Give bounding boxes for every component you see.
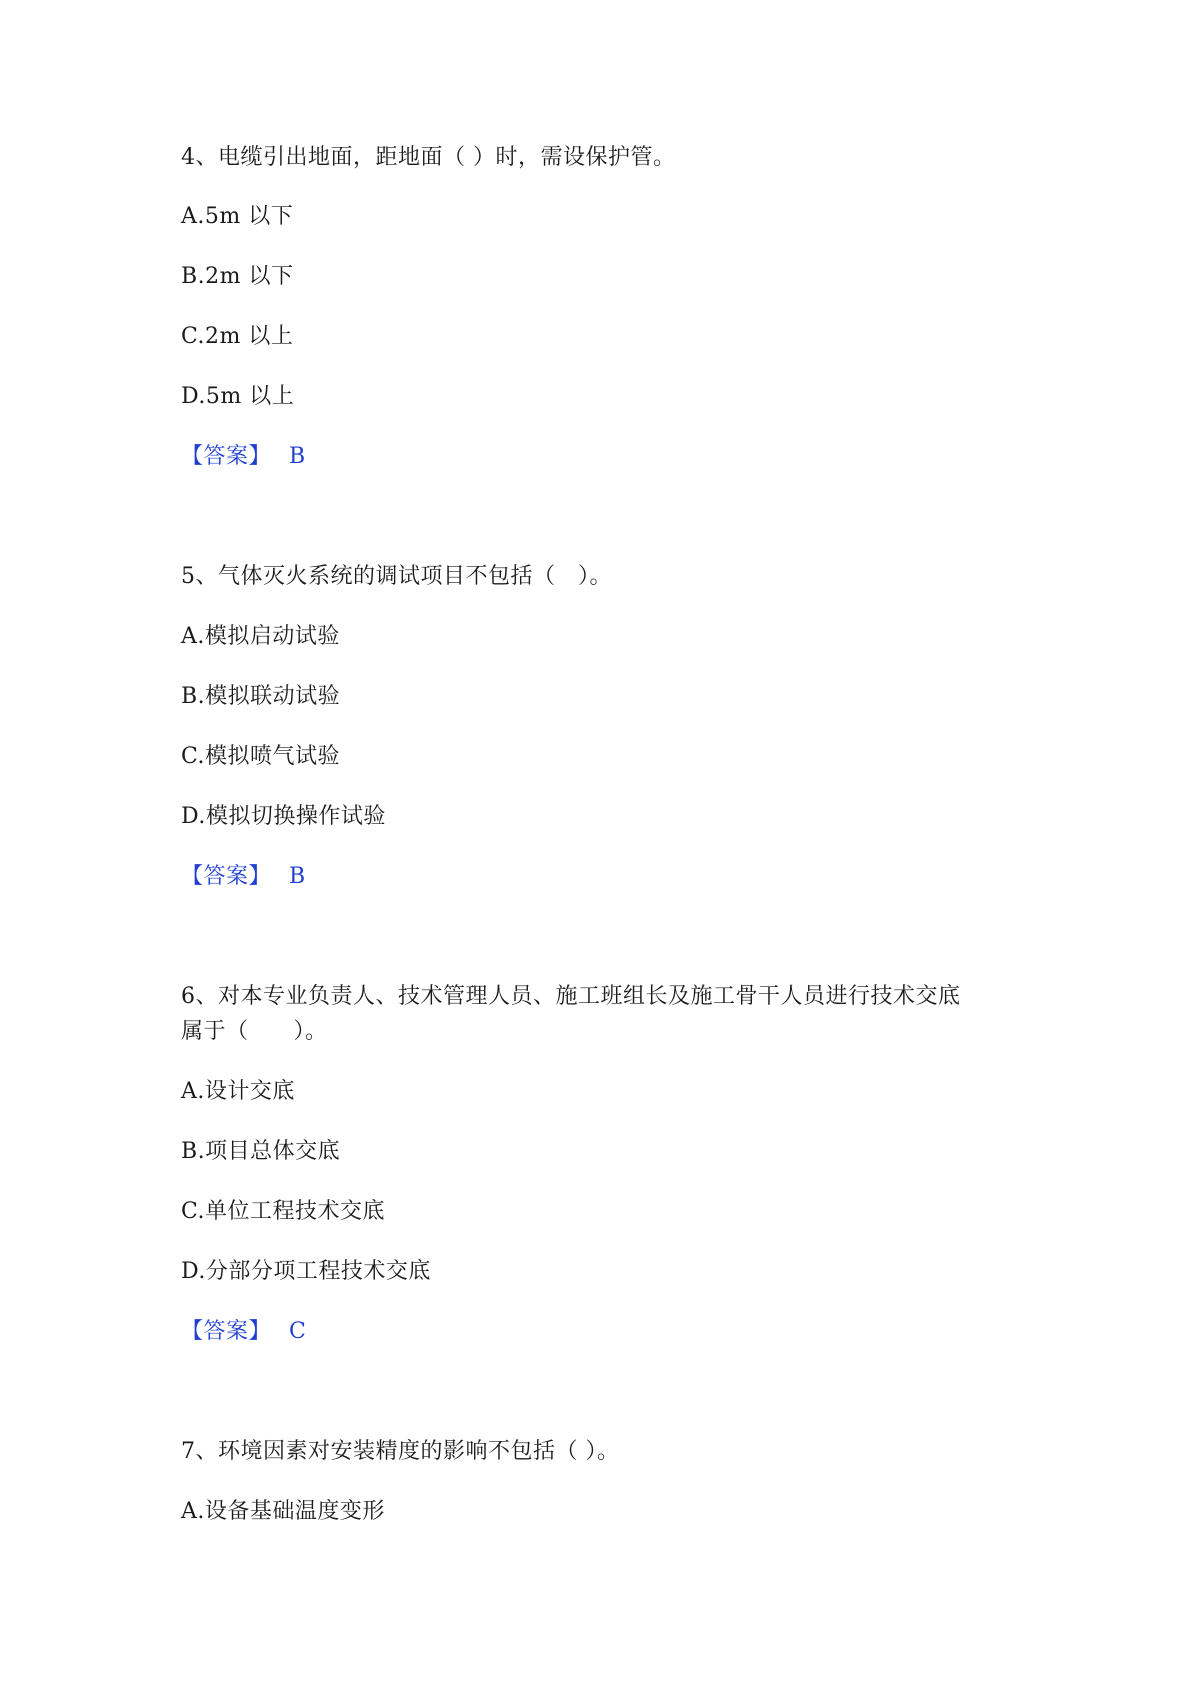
- question-7-option-a: A.设备基础温度变形: [181, 1499, 385, 1524]
- question-6-option-a: A.设计交底: [181, 1079, 295, 1104]
- answer-label: 【答案】: [181, 444, 272, 469]
- answer-label: 【答案】: [181, 864, 272, 889]
- answer-label: 【答案】: [181, 1319, 272, 1344]
- answer-value: B: [289, 444, 306, 469]
- question-5-option-b: B.模拟联动试验: [181, 684, 341, 709]
- question-5-option-d: D.模拟切换操作试验: [181, 804, 386, 829]
- question-4-answer: [181, 442, 306, 472]
- question-6-option-b: B.项目总体交底: [181, 1139, 341, 1164]
- answer-value: C: [289, 1319, 307, 1344]
- question-5-option-c: C.模拟喷气试验: [181, 744, 341, 769]
- question-5-option-a: A.模拟启动试验: [181, 624, 340, 649]
- question-6-stem-line-1: 6、对本专业负责人、技术管理人员、施工班组长及施工骨干人员进行技术交底: [181, 984, 961, 1009]
- question-7-stem: 7、环境因素对安装精度的影响不包括（ ）。: [181, 1439, 620, 1464]
- question-5-answer: [181, 862, 306, 892]
- question-4-option-c: C.2m 以上: [181, 324, 294, 349]
- question-4-option-a: A.5m 以下: [181, 204, 294, 229]
- question-6-option-d: D.分部分项工程技术交底: [181, 1259, 431, 1284]
- question-6-answer: [181, 1317, 306, 1347]
- question-4-stem: 4、电缆引出地面，距地面（ ）时，需设保护管。: [181, 145, 676, 170]
- question-4-option-b: B.2m 以下: [181, 264, 294, 289]
- question-5-stem: 5、气体灭火系统的调试项目不包括（ ）。: [181, 564, 612, 589]
- question-6-option-c: C.单位工程技术交底: [181, 1199, 386, 1224]
- question-6-stem-line-2: 属于（ ）。: [181, 1019, 328, 1044]
- answer-value: B: [289, 864, 306, 889]
- question-4-option-d: D.5m 以上: [181, 384, 295, 409]
